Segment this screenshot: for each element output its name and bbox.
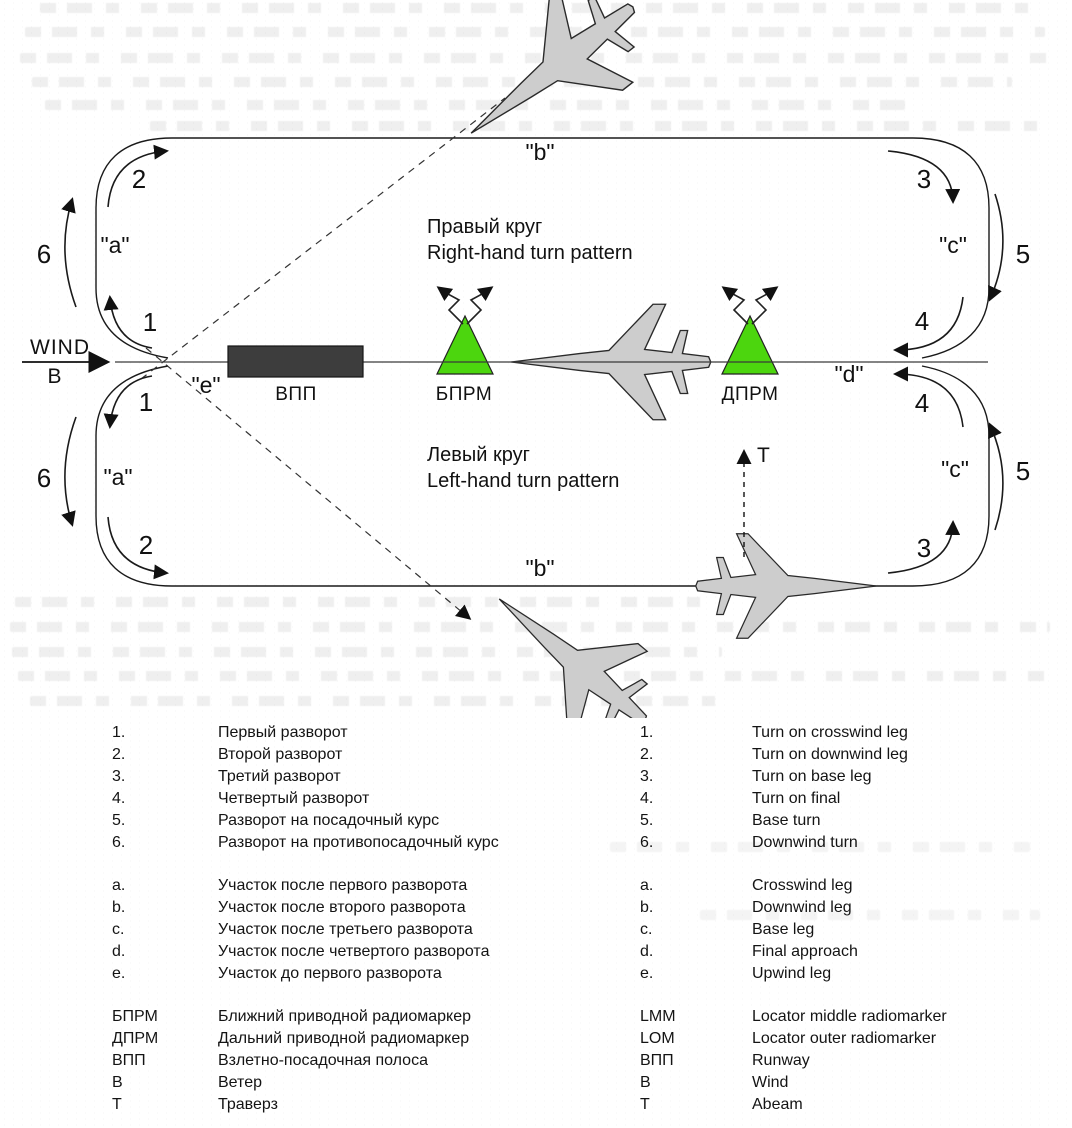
legend-row (112, 788, 1060, 810)
legend-text-en: Downwind turn (752, 834, 858, 851)
turn4-arrow (896, 297, 963, 350)
legend-text-ru: Разворот на противопосадочный курс (218, 834, 499, 851)
turn5-arrow (990, 425, 1003, 530)
legend-key-en: b. (640, 899, 654, 916)
legend-text-en: Upwind leg (752, 965, 832, 982)
legend-text-ru: Участок после первого разворота (218, 877, 468, 894)
legend-text-en: Crosswind leg (752, 877, 853, 894)
legend-text-ru: Дальний приводной радиомаркер (218, 1030, 470, 1047)
leg-d-label: "d" (834, 361, 864, 387)
legend-key-en: 1. (640, 724, 654, 741)
legend-key-ru: 6. (112, 834, 126, 851)
antenna-icon (724, 288, 748, 324)
legend-text-ru: Первый разворот (218, 724, 348, 741)
legend-row (112, 810, 1060, 832)
legend-key-ru: Т (112, 1096, 122, 1113)
legend-key-en: 4. (640, 790, 654, 807)
turn4-label: 4 (914, 306, 930, 336)
runway (228, 346, 363, 377)
legend-text-en: Downwind leg (752, 899, 852, 916)
leg-e-label: "e" (191, 372, 221, 398)
legend-text-ru: Второй разворот (218, 746, 343, 763)
legend-turns (112, 722, 1060, 854)
right-pattern-title-ru: Правый круг (427, 216, 543, 238)
turn6-arrow (65, 417, 76, 524)
turn4-label: 4 (914, 388, 930, 418)
legend-key-ru: 2. (112, 746, 126, 763)
turn6-label: 6 (36, 239, 52, 269)
legend-legs (112, 875, 1060, 985)
legend-key-ru: c. (112, 921, 125, 938)
turn1-label: 1 (142, 307, 158, 337)
left-pattern-title-en: Left-hand turn pattern (427, 470, 620, 492)
leg-c-label: "c" (941, 456, 969, 482)
aircraft-downwind (696, 534, 877, 639)
wind-label: WIND (30, 336, 90, 359)
abeam-label: Т (757, 444, 770, 467)
legend-key-en: 2. (640, 746, 654, 763)
legend-row (112, 875, 1060, 897)
legend-key-ru: e. (112, 965, 126, 982)
legend-text-en: Wind (752, 1074, 789, 1091)
legend-key-en: e. (640, 965, 654, 982)
turn6-label: 6 (36, 463, 52, 493)
turn6-arrow (65, 200, 76, 307)
far-beacon-label: ДПРМ (721, 384, 779, 405)
legend-text-ru: Участок после четвертого разворота (218, 943, 490, 960)
legend-text-ru: Ближний приводной радиомаркер (218, 1008, 472, 1025)
legend-key-en: LOM (640, 1030, 675, 1047)
legend-row (112, 1094, 1060, 1116)
antenna-icon (467, 288, 491, 324)
legend-key-ru: 5. (112, 812, 126, 829)
legend-text-ru: Разворот на посадочный курс (218, 812, 440, 829)
legend-text-ru: Участок до первого разворота (218, 965, 442, 982)
legend-key-ru: d. (112, 943, 126, 960)
far-beacon-triangle (722, 316, 778, 374)
turn5-arrow (990, 194, 1003, 299)
legend-text-ru: Траверз (218, 1096, 278, 1113)
legend-key-en: d. (640, 943, 654, 960)
legend-text-en: Base turn (752, 812, 821, 829)
antenna-icon (752, 288, 776, 324)
runway-label: ВПП (275, 384, 317, 405)
leg-b-label: "b" (525, 139, 555, 165)
legend-text-en: Runway (752, 1052, 810, 1069)
legend-text-ru: Участок после второго разворота (218, 899, 466, 916)
legend-row (112, 1006, 1060, 1028)
legend-key-ru: b. (112, 899, 126, 916)
right-pattern-title-en: Right-hand turn pattern (427, 242, 633, 264)
legend-text-ru: Четвертый разворот (218, 790, 370, 807)
legend-text-en: Locator outer radiomarker (752, 1030, 937, 1047)
legend-row (112, 766, 1060, 788)
legend-text-en: Turn on downwind leg (752, 746, 908, 763)
legend-key-en: 5. (640, 812, 654, 829)
legend (112, 722, 1060, 1128)
legend-text-en: Abeam (752, 1096, 803, 1113)
turn3-label: 3 (916, 164, 932, 194)
legend-text-en: Turn on crosswind leg (752, 724, 908, 741)
turn1-label: 1 (138, 387, 154, 417)
legend-text-en: Turn on base leg (752, 768, 872, 785)
legend-text-ru: Взлетно-посадочная полоса (218, 1052, 428, 1069)
legend-key-ru: 4. (112, 790, 126, 807)
leg-a-label: "a" (100, 232, 130, 258)
legend-text-ru: Участок после третьего разворота (218, 921, 473, 938)
legend-abbreviations (112, 1006, 1060, 1116)
legend-key-ru: ВПП (112, 1052, 146, 1069)
legend-row (112, 722, 1060, 744)
legend-text-ru: Третий разворот (218, 768, 341, 785)
turn5-label: 5 (1015, 239, 1031, 269)
legend-key-en: 6. (640, 834, 654, 851)
legend-row (112, 832, 1060, 854)
turn2-label: 2 (131, 164, 147, 194)
legend-key-en: a. (640, 877, 654, 894)
legend-key-en: c. (640, 921, 653, 938)
legend-row (112, 919, 1060, 941)
legend-key-ru: 1. (112, 724, 126, 741)
legend-row (112, 1028, 1060, 1050)
legend-key-ru: 3. (112, 768, 126, 785)
aircraft-lower-climbout (464, 557, 680, 718)
legend-row (112, 1072, 1060, 1094)
legend-key-ru: БПРМ (112, 1008, 158, 1025)
left-pattern-title-ru: Левый круг (427, 444, 530, 466)
near-beacon-triangle (437, 316, 493, 374)
legend-row (112, 941, 1060, 963)
legend-key-ru: a. (112, 877, 126, 894)
legend-key-ru: ДПРМ (112, 1030, 159, 1047)
legend-row (112, 1050, 1060, 1072)
legend-key-en: LMM (640, 1008, 676, 1025)
legend-key-en: T (640, 1096, 650, 1113)
near-beacon-label: БПРМ (435, 384, 493, 405)
wind-letter: В (47, 365, 63, 388)
turn2-arrow (108, 517, 166, 573)
legend-row (112, 963, 1060, 985)
legend-key-ru: В (112, 1074, 123, 1091)
legend-text-en: Final approach (752, 943, 858, 960)
turn4-arrow (896, 374, 963, 427)
legend-text-en: Base leg (752, 921, 815, 938)
leg-b-label: "b" (525, 555, 555, 581)
turn5-label: 5 (1015, 456, 1031, 486)
antenna-icon (439, 288, 463, 324)
upper-climbout-track (141, 98, 505, 379)
legend-key-en: ВПП (640, 1052, 674, 1069)
legend-row (112, 744, 1060, 766)
legend-text-en: Turn on final (752, 790, 841, 807)
leg-c-label: "c" (939, 232, 967, 258)
legend-text-ru: Ветер (218, 1074, 262, 1091)
legend-row (112, 897, 1060, 919)
legend-key-en: 3. (640, 768, 654, 785)
leg-a-label: "a" (103, 464, 133, 490)
legend-key-en: B (640, 1074, 651, 1091)
turn2-label: 2 (138, 530, 154, 560)
legend-text-en: Locator middle radiomarker (752, 1008, 947, 1025)
turn3-label: 3 (916, 533, 932, 563)
